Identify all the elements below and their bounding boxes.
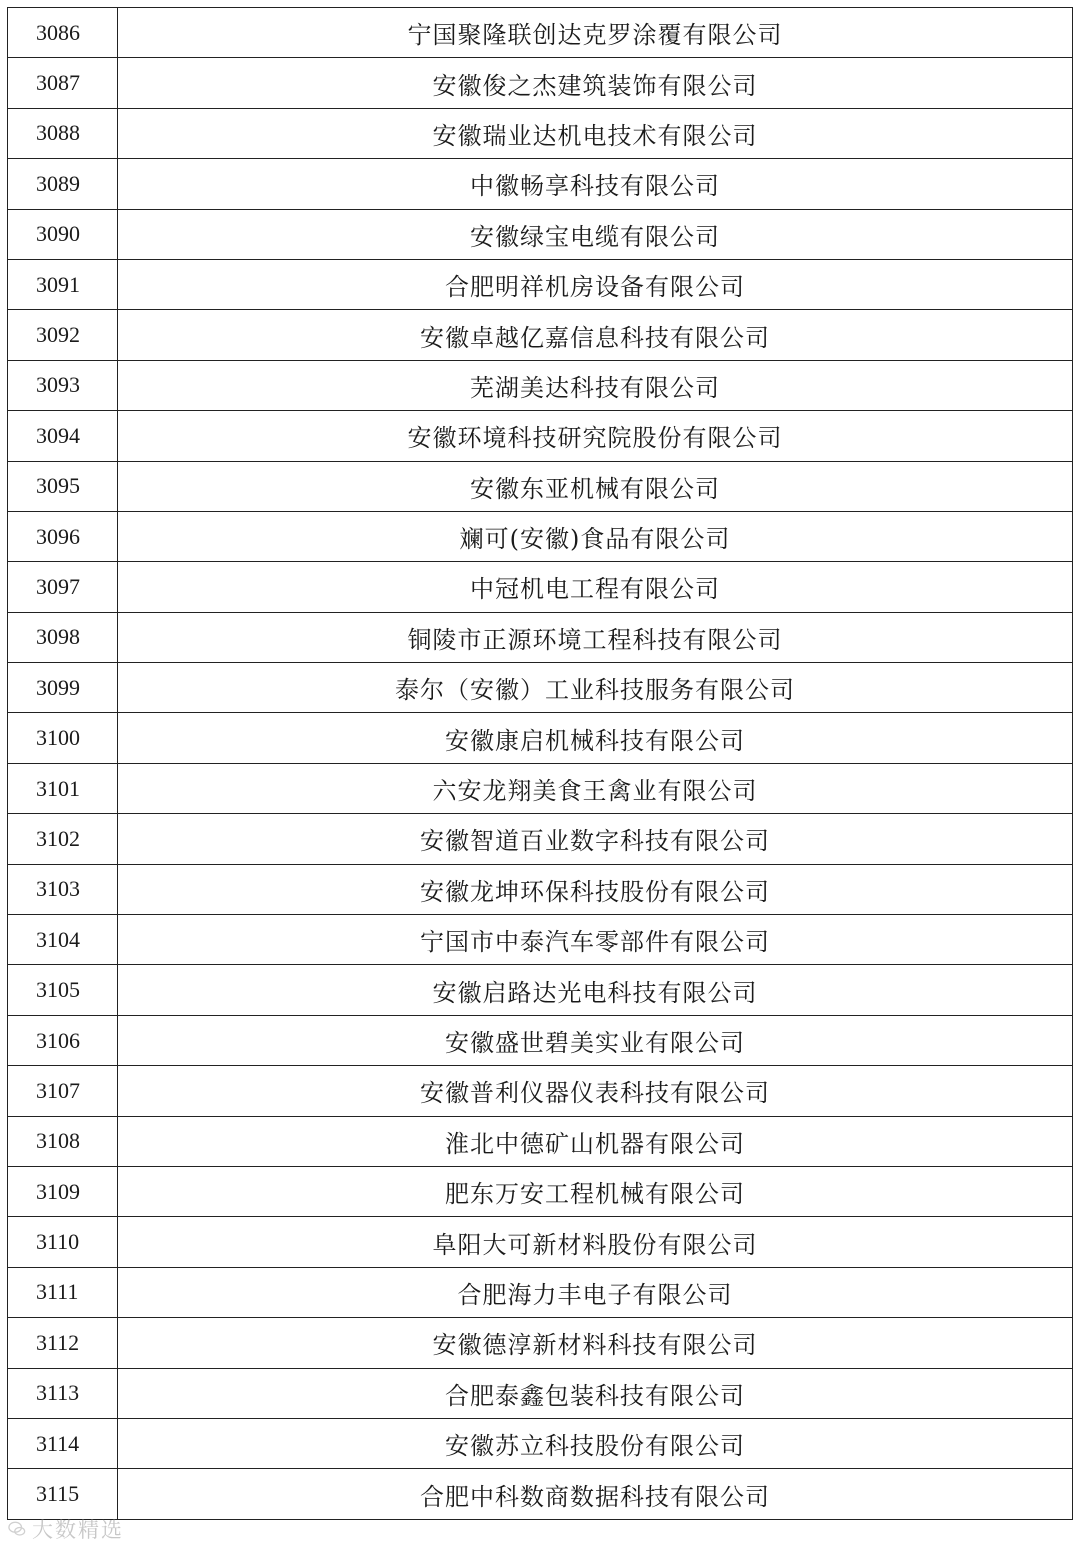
company-list-table xyxy=(7,7,1073,1520)
company-name-cell: 合肥泰鑫包装科技有限公司 xyxy=(118,1368,1073,1418)
serial-number-cell: 3097 xyxy=(8,562,118,612)
table-row xyxy=(8,58,1073,108)
company-name-cell: 安徽盛世碧美实业有限公司 xyxy=(118,1015,1073,1065)
company-name-cell: 淮北中德矿山机器有限公司 xyxy=(118,1116,1073,1166)
table-row xyxy=(8,1418,1073,1468)
company-name-cell: 安徽龙坤环保科技股份有限公司 xyxy=(118,864,1073,914)
table-row xyxy=(8,713,1073,763)
table-row xyxy=(8,612,1073,662)
serial-number-cell: 3089 xyxy=(8,159,118,209)
table-row xyxy=(8,1116,1073,1166)
company-name-cell: 泰尔（安徽）工业科技服务有限公司 xyxy=(118,663,1073,713)
company-name-cell: 安徽环境科技研究院股份有限公司 xyxy=(118,411,1073,461)
company-name-cell: 六安龙翔美食王禽业有限公司 xyxy=(118,763,1073,813)
table-row xyxy=(8,562,1073,612)
company-name-cell: 安徽康启机械科技有限公司 xyxy=(118,713,1073,763)
serial-number-cell: 3104 xyxy=(8,915,118,965)
serial-number-cell: 3087 xyxy=(8,58,118,108)
serial-number-cell: 3112 xyxy=(8,1318,118,1368)
serial-number-cell: 3100 xyxy=(8,713,118,763)
company-name-cell: 铜陵市正源环境工程科技有限公司 xyxy=(118,612,1073,662)
company-name-cell: 肥东万安工程机械有限公司 xyxy=(118,1166,1073,1216)
serial-number-cell: 3098 xyxy=(8,612,118,662)
serial-number-cell: 3115 xyxy=(8,1469,118,1519)
company-name-cell: 安徽普利仪器仪表科技有限公司 xyxy=(118,1066,1073,1116)
table-row xyxy=(8,814,1073,864)
company-name-cell: 安徽俊之杰建筑装饰有限公司 xyxy=(118,58,1073,108)
company-name-cell: 合肥海力丰电子有限公司 xyxy=(118,1267,1073,1317)
company-name-cell: 阜阳大可新材料股份有限公司 xyxy=(118,1217,1073,1267)
serial-number-cell: 3110 xyxy=(8,1217,118,1267)
serial-number-cell: 3093 xyxy=(8,360,118,410)
serial-number-cell: 3111 xyxy=(8,1267,118,1317)
company-name-cell: 安徽瑞业达机电技术有限公司 xyxy=(118,108,1073,158)
serial-number-cell: 3108 xyxy=(8,1116,118,1166)
serial-number-cell: 3106 xyxy=(8,1015,118,1065)
company-name-cell: 合肥中科数商数据科技有限公司 xyxy=(118,1469,1073,1519)
table-row xyxy=(8,1267,1073,1317)
table-row xyxy=(8,1166,1073,1216)
company-name-cell: 安徽智道百业数字科技有限公司 xyxy=(118,814,1073,864)
table-row xyxy=(8,864,1073,914)
table-row xyxy=(8,411,1073,461)
serial-number-cell: 3088 xyxy=(8,108,118,158)
serial-number-cell: 3092 xyxy=(8,310,118,360)
serial-number-cell: 3103 xyxy=(8,864,118,914)
table-row xyxy=(8,1217,1073,1267)
company-name-cell: 安徽启路达光电科技有限公司 xyxy=(118,965,1073,1015)
table-row xyxy=(8,511,1073,561)
serial-number-cell: 3105 xyxy=(8,965,118,1015)
company-name-cell: 中冠机电工程有限公司 xyxy=(118,562,1073,612)
company-name-cell: 合肥明祥机房设备有限公司 xyxy=(118,259,1073,309)
table-row xyxy=(8,663,1073,713)
table-row xyxy=(8,360,1073,410)
table-row xyxy=(8,209,1073,259)
serial-number-cell: 3101 xyxy=(8,763,118,813)
table-body xyxy=(8,8,1073,1520)
wechat-logo-icon xyxy=(8,1520,26,1538)
company-name-cell: 中徽畅享科技有限公司 xyxy=(118,159,1073,209)
serial-number-cell: 3107 xyxy=(8,1066,118,1116)
table-row xyxy=(8,1469,1073,1519)
table-row xyxy=(8,8,1073,58)
serial-number-cell: 3113 xyxy=(8,1368,118,1418)
serial-number-cell: 3095 xyxy=(8,461,118,511)
company-list-table-container xyxy=(7,7,1073,1520)
company-name-cell: 安徽卓越亿嘉信息科技有限公司 xyxy=(118,310,1073,360)
table-row xyxy=(8,1318,1073,1368)
serial-number-cell: 3090 xyxy=(8,209,118,259)
serial-number-cell: 3094 xyxy=(8,411,118,461)
watermark-text: 大数精选 xyxy=(32,1518,124,1542)
table-row xyxy=(8,461,1073,511)
company-name-cell: 安徽东亚机械有限公司 xyxy=(118,461,1073,511)
serial-number-cell: 3096 xyxy=(8,511,118,561)
table-row xyxy=(8,159,1073,209)
serial-number-cell: 3099 xyxy=(8,663,118,713)
serial-number-cell: 3109 xyxy=(8,1166,118,1216)
table-row xyxy=(8,1368,1073,1418)
table-row xyxy=(8,965,1073,1015)
company-name-cell: 安徽德淳新材料科技有限公司 xyxy=(118,1318,1073,1368)
serial-number-cell: 3091 xyxy=(8,259,118,309)
table-row xyxy=(8,108,1073,158)
company-name-cell: 安徽绿宝电缆有限公司 xyxy=(118,209,1073,259)
table-row xyxy=(8,259,1073,309)
company-name-cell: 宁国市中泰汽车零部件有限公司 xyxy=(118,915,1073,965)
serial-number-cell: 3114 xyxy=(8,1418,118,1468)
serial-number-cell: 3102 xyxy=(8,814,118,864)
table-row xyxy=(8,1015,1073,1065)
company-name-cell: 安徽苏立科技股份有限公司 xyxy=(118,1418,1073,1468)
company-name-cell: 芜湖美达科技有限公司 xyxy=(118,360,1073,410)
company-name-cell: 宁国聚隆联创达克罗涂覆有限公司 xyxy=(118,8,1073,58)
table-row xyxy=(8,310,1073,360)
company-name-cell: 斓可(安徽)食品有限公司 xyxy=(118,511,1073,561)
table-row xyxy=(8,763,1073,813)
table-row xyxy=(8,1066,1073,1116)
table-row xyxy=(8,915,1073,965)
serial-number-cell: 3086 xyxy=(8,8,118,58)
